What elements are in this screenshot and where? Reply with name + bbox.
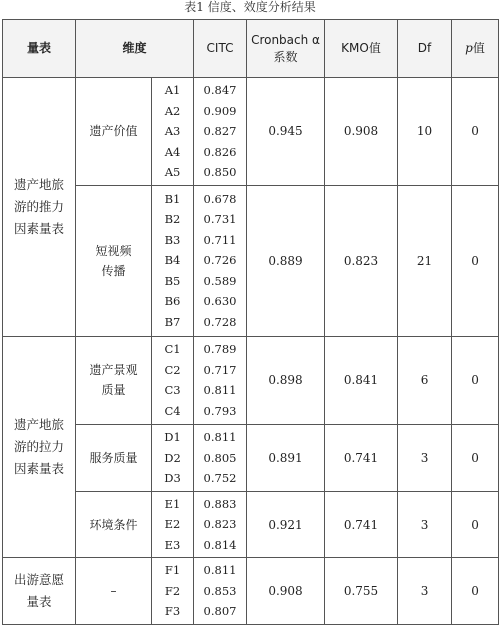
kmo-value: 0.823	[325, 185, 398, 336]
scale-travel-intention: 出游意愿 量表	[3, 558, 76, 625]
p-value: 0	[452, 336, 499, 424]
citc-values: 0.883 0.823 0.814	[194, 491, 247, 558]
header-df: Df	[398, 20, 452, 78]
cronbach-alpha-value: 0.889	[247, 185, 325, 336]
header-cronbach-alpha	[247, 20, 325, 78]
table-caption: 表1 信度、效度分析结果	[184, 0, 316, 14]
header-p-value	[452, 20, 499, 78]
kmo-value: 0.908	[325, 78, 398, 186]
dimension-cell: 短视频 传播	[76, 185, 152, 336]
p-value: 0	[452, 78, 499, 186]
header-dimension: 维度	[76, 20, 194, 78]
dimension-cell: 遗产价值	[76, 78, 152, 186]
citc-values: 0.811 0.853 0.807	[194, 558, 247, 625]
reliability-validity-table	[2, 19, 499, 625]
citc-values: 0.847 0.909 0.827 0.826 0.850	[194, 78, 247, 186]
scale-pull-factors: 遗产地旅 游的拉力 因素量表	[3, 336, 76, 558]
header-p-letter: p	[465, 41, 473, 55]
dimension-cell: 服务质量	[76, 425, 152, 492]
item-codes: F1 F2 F3	[152, 558, 194, 625]
header-citc: CITC	[194, 20, 247, 78]
kmo-value: 0.755	[325, 558, 398, 625]
dimension-cell: 环境条件	[76, 491, 152, 558]
item-codes: A1 A2 A3 A4 A5	[152, 78, 194, 186]
header-cronbach-line2: 系数	[273, 49, 298, 64]
p-value: 0	[452, 491, 499, 558]
header-p-suffix: 值	[472, 41, 485, 55]
kmo-value: 0.841	[325, 336, 398, 424]
p-value: 0	[452, 425, 499, 492]
cronbach-alpha-value: 0.908	[247, 558, 325, 625]
table-row	[3, 491, 499, 558]
cronbach-alpha-value: 0.945	[247, 78, 325, 186]
kmo-value: 0.741	[325, 491, 398, 558]
dimension-cell: 遗产景观 质量	[76, 336, 152, 424]
table-row	[3, 425, 499, 492]
kmo-value: 0.741	[325, 425, 398, 492]
item-codes: C1 C2 C3 C4	[152, 336, 194, 424]
cronbach-alpha-value: 0.891	[247, 425, 325, 492]
citc-values: 0.811 0.805 0.752	[194, 425, 247, 492]
df-value: 3	[398, 558, 452, 625]
cronbach-alpha-value: 0.898	[247, 336, 325, 424]
p-value: 0	[452, 185, 499, 336]
item-codes: E1 E2 E3	[152, 491, 194, 558]
dimension-cell: –	[76, 558, 152, 625]
header-scale: 量表	[3, 20, 76, 78]
item-codes: D1 D2 D3	[152, 425, 194, 492]
df-value: 3	[398, 425, 452, 492]
item-codes: B1 B2 B3 B4 B5 B6 B7	[152, 185, 194, 336]
header-kmo: KMO值	[325, 20, 398, 78]
citc-values: 0.678 0.731 0.711 0.726 0.589 0.630 0.728	[194, 185, 247, 336]
table-row	[3, 336, 499, 424]
df-value: 6	[398, 336, 452, 424]
df-value: 21	[398, 185, 452, 336]
df-value: 10	[398, 78, 452, 186]
header-row	[3, 20, 499, 78]
scale-push-factors: 遗产地旅 游的推力 因素量表	[3, 78, 76, 337]
df-value: 3	[398, 491, 452, 558]
table-row	[3, 185, 499, 336]
citc-values: 0.789 0.717 0.811 0.793	[194, 336, 247, 424]
header-cronbach-line1: Cronbach α	[251, 32, 320, 47]
p-value: 0	[452, 558, 499, 625]
table-row	[3, 558, 499, 625]
table-row	[3, 78, 499, 186]
cronbach-alpha-value: 0.921	[247, 491, 325, 558]
